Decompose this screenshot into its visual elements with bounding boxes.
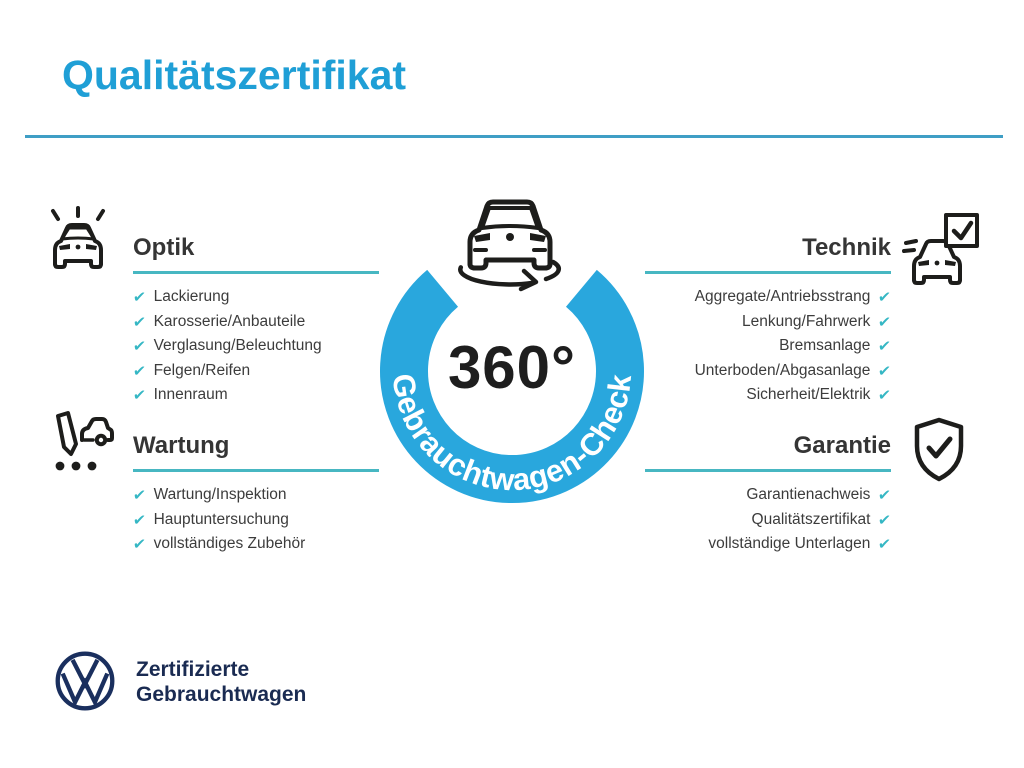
checklist-wartung	[133, 472, 379, 557]
list-item	[645, 483, 891, 508]
car-checkbox-icon	[902, 212, 980, 288]
list-item	[133, 483, 379, 508]
section-wartung	[133, 432, 379, 557]
list-item-label: Wartung/Inspektion	[153, 486, 287, 504]
list-item	[645, 508, 891, 533]
section-title-technik: Technik	[645, 234, 891, 274]
check-icon: ✔	[132, 288, 147, 307]
list-item-label: Karosserie/Anbauteile	[153, 312, 306, 330]
list-item-label: Unterboden/Abgasanlage	[694, 361, 871, 379]
ring-label: Gebrauchtwagen-Check	[385, 371, 639, 498]
list-item-label: Felgen/Reifen	[153, 361, 251, 379]
check-icon: ✔	[877, 510, 892, 529]
section-optik	[133, 234, 379, 408]
car-rotate-icon	[444, 192, 580, 302]
list-item-label: Lenkung/Fahrwerk	[742, 312, 871, 330]
check-icon: ✔	[877, 386, 892, 405]
list-item-label: Sicherheit/Elektrik	[746, 386, 871, 404]
list-item	[133, 508, 379, 533]
list-item-label: Garantienachweis	[746, 486, 871, 504]
list-item	[133, 359, 379, 384]
check-icon: ✔	[132, 361, 147, 380]
degree-value: 360°	[447, 334, 577, 401]
check-icon: ✔	[877, 312, 892, 331]
footer-claim	[136, 657, 306, 707]
checklist-optik	[133, 274, 379, 408]
service-record-car-icon	[42, 408, 114, 476]
list-item	[645, 383, 891, 408]
section-technik	[645, 234, 891, 408]
list-item-label: vollständige Unterlagen	[708, 535, 871, 553]
list-item	[645, 532, 891, 557]
list-item	[645, 334, 891, 359]
checklist-garantie	[645, 472, 891, 557]
check-icon: ✔	[877, 535, 892, 554]
list-item-label: Hauptuntersuchung	[153, 510, 289, 528]
check-icon: ✔	[132, 510, 147, 529]
check-icon: ✔	[877, 337, 892, 356]
checklist-technik	[645, 274, 891, 408]
list-item-label: Verglasung/Beleuchtung	[153, 337, 322, 355]
list-item-label: vollständiges Zubehör	[153, 535, 306, 553]
list-item	[133, 383, 379, 408]
list-item	[645, 285, 891, 310]
section-garantie	[645, 432, 891, 557]
list-item	[133, 532, 379, 557]
list-item-label: Lackierung	[153, 288, 230, 306]
section-title-optik: Optik	[133, 234, 379, 274]
check-icon: ✔	[132, 337, 147, 356]
list-item-label: Innenraum	[153, 386, 228, 404]
list-item	[645, 359, 891, 384]
check-icon: ✔	[132, 386, 147, 405]
list-item	[133, 310, 379, 335]
list-item-label: Aggregate/Antriebsstrang	[694, 288, 871, 306]
list-item	[133, 285, 379, 310]
page-title: Qualitätszertifikat	[62, 52, 407, 98]
section-title-garantie: Garantie	[645, 432, 891, 472]
check-icon: ✔	[877, 361, 892, 380]
check-icon: ✔	[132, 312, 147, 331]
check-icon: ✔	[132, 535, 147, 554]
title-divider	[25, 135, 1003, 138]
vw-logo	[54, 650, 116, 712]
list-item	[645, 310, 891, 335]
shield-check-icon	[908, 416, 970, 484]
check-icon: ✔	[877, 486, 892, 505]
list-item-label: Bremsanlage	[779, 337, 871, 355]
list-item	[133, 334, 379, 359]
check-icon: ✔	[132, 486, 147, 505]
sparkling-car-icon	[44, 206, 112, 272]
section-title-wartung: Wartung	[133, 432, 379, 472]
list-item-label: Qualitätszertifikat	[751, 510, 871, 528]
footer-claim-line1: Zertifizierte	[136, 658, 250, 681]
check-icon: ✔	[877, 288, 892, 307]
footer-claim-line2: Gebrauchtwagen	[136, 683, 307, 706]
